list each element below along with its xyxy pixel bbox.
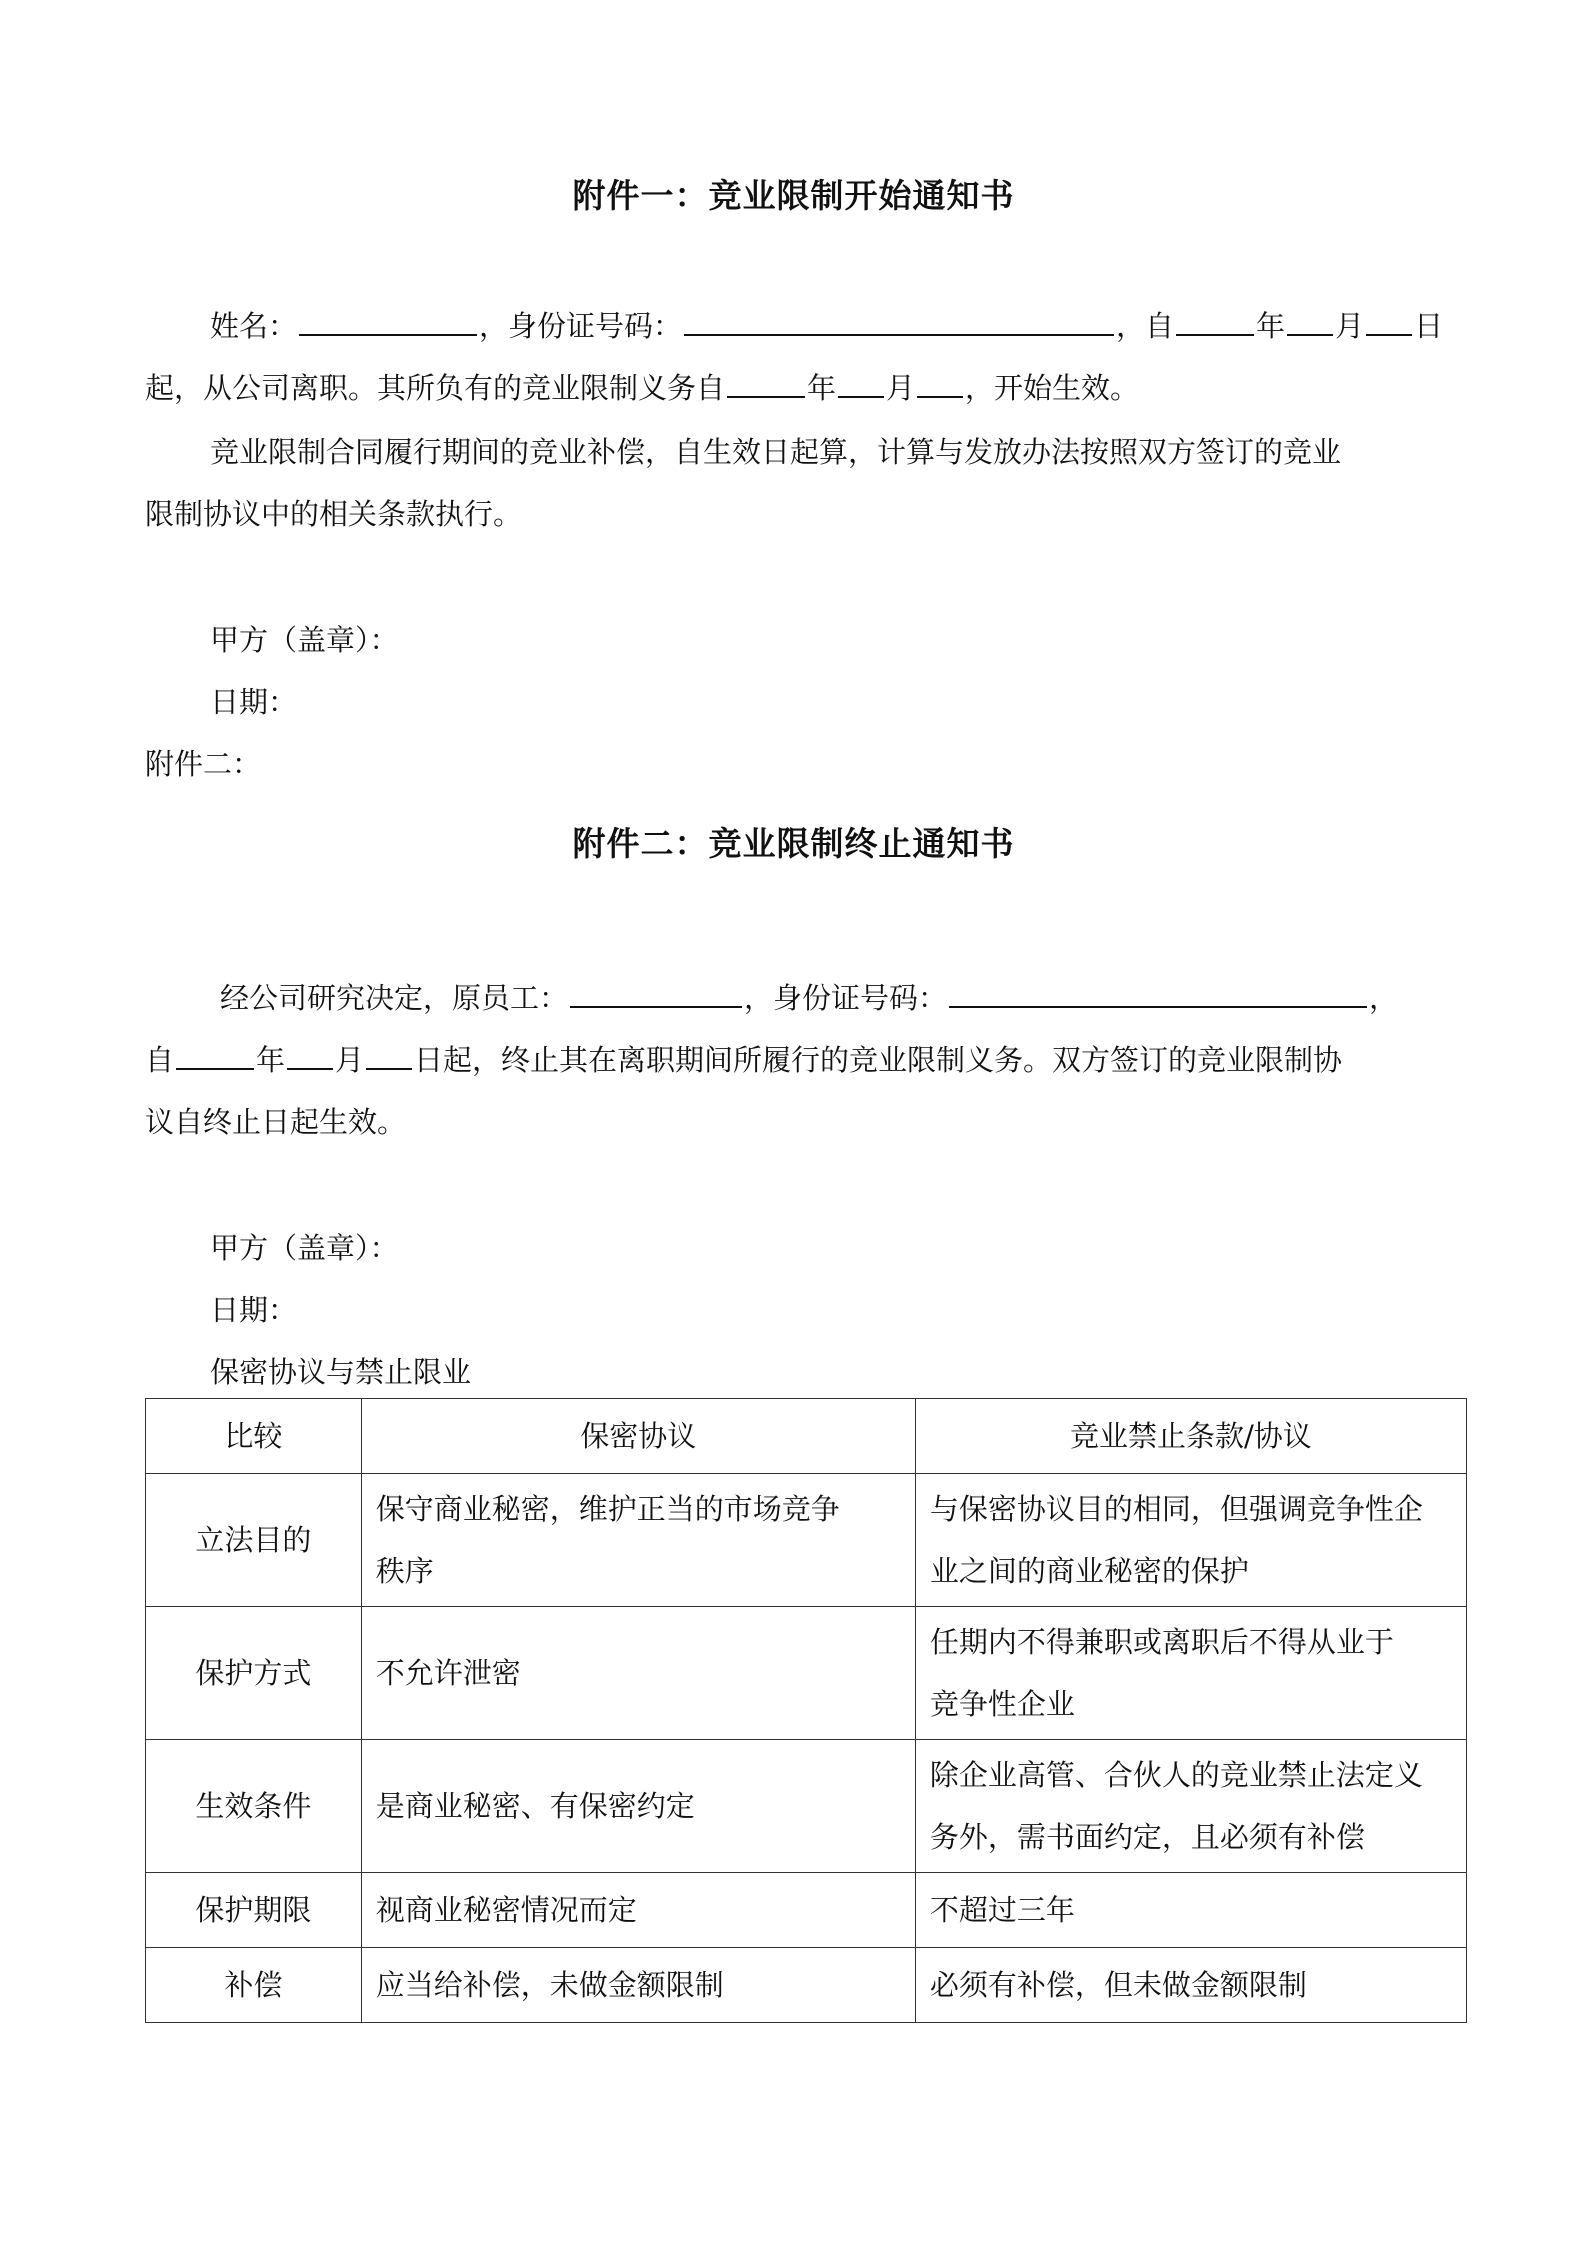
cell-line: 务外，需书面约定，且必须有补偿 bbox=[929, 1820, 1365, 1854]
month-label: 月 bbox=[335, 1043, 365, 1077]
year-label: 年 bbox=[1256, 309, 1286, 343]
annex2-line2 bbox=[145, 1040, 1342, 1080]
id-label: ，身份证号码： bbox=[744, 981, 948, 1015]
cell-line: 秩序 bbox=[375, 1554, 434, 1588]
annex1-line1 bbox=[210, 306, 1443, 346]
id-number-blank[interactable] bbox=[949, 978, 1367, 1008]
start-month-blank[interactable] bbox=[838, 368, 884, 398]
row-item: 生效条件 bbox=[146, 1740, 362, 1873]
nda-cell: 是商业秘密、有保密约定 bbox=[361, 1740, 915, 1873]
table-row bbox=[146, 1948, 1467, 2023]
start-year-blank[interactable] bbox=[727, 368, 805, 398]
month-label: 月 bbox=[886, 371, 916, 405]
noncompete-cell bbox=[915, 1607, 1466, 1740]
nda-cell: 应当给补偿，未做金额限制 bbox=[361, 1948, 915, 2023]
annex2-line3: 议自终止日起生效。 bbox=[145, 1105, 407, 1139]
name-label: 姓名： bbox=[210, 309, 298, 343]
annex1-party-a: 甲方（盖章）： bbox=[210, 623, 399, 657]
from-label: ，自 bbox=[1116, 309, 1175, 343]
name-blank[interactable] bbox=[299, 306, 477, 336]
annex2-line2-start: 自 bbox=[145, 1043, 175, 1077]
table-row bbox=[146, 1607, 1467, 1740]
end-day-blank[interactable] bbox=[366, 1040, 412, 1070]
annex2-date: 日期： bbox=[210, 1293, 298, 1327]
row-item: 补偿 bbox=[146, 1948, 362, 2023]
employee-name-blank[interactable] bbox=[570, 978, 742, 1008]
comparison-table bbox=[145, 1398, 1467, 2023]
end-year-blank[interactable] bbox=[176, 1040, 254, 1070]
cell-line: 除企业高管、合伙人的竞业禁止法定义 bbox=[929, 1758, 1423, 1792]
cell-line: 任期内不得兼职或离职后不得从业于 bbox=[929, 1625, 1394, 1659]
nda-cell bbox=[361, 1474, 915, 1607]
nda-cell: 视商业秘密情况而定 bbox=[361, 1873, 915, 1948]
cell-line: 业之间的商业秘密的保护 bbox=[929, 1554, 1249, 1588]
annex1-line2 bbox=[145, 368, 1139, 408]
noncompete-cell bbox=[915, 1474, 1466, 1607]
header-compare: 比较 bbox=[146, 1399, 362, 1474]
annex2-line1-end: ， bbox=[1369, 981, 1399, 1015]
header-noncompete: 竞业禁止条款/协议 bbox=[915, 1399, 1466, 1474]
annex1-title: 附件一：竞业限制开始通知书 bbox=[572, 176, 1015, 215]
annex1-line2-end: ，开始生效。 bbox=[965, 371, 1140, 405]
row-item: 保护期限 bbox=[146, 1873, 362, 1948]
nda-cell: 不允许泄密 bbox=[361, 1607, 915, 1740]
annex2-line1 bbox=[220, 978, 1398, 1018]
leave-day-blank[interactable] bbox=[1366, 306, 1412, 336]
leave-year-blank[interactable] bbox=[1176, 306, 1254, 336]
row-item: 保护方式 bbox=[146, 1607, 362, 1740]
noncompete-cell: 不超过三年 bbox=[915, 1873, 1466, 1948]
noncompete-cell bbox=[915, 1740, 1466, 1873]
start-day-blank[interactable] bbox=[917, 368, 963, 398]
annex2-party-a: 甲方（盖章）： bbox=[210, 1231, 399, 1265]
row-item: 立法目的 bbox=[146, 1474, 362, 1607]
table-header-row bbox=[146, 1399, 1467, 1474]
annex2-line2-end: 日起，终止其在离职期间所履行的竞业限制义务。双方签订的竞业限制协 bbox=[414, 1043, 1343, 1077]
month-label: 月 bbox=[1335, 309, 1365, 343]
annex1-date: 日期： bbox=[210, 685, 298, 719]
leave-month-blank[interactable] bbox=[1287, 306, 1333, 336]
table-caption: 保密协议与禁止限业 bbox=[210, 1355, 472, 1389]
annex1-para2-line2: 限制协议中的相关条款执行。 bbox=[145, 497, 523, 531]
annex2-label: 附件二： bbox=[145, 747, 262, 781]
day-label: 日 bbox=[1414, 309, 1444, 343]
annex2-title: 附件二：竞业限制终止通知书 bbox=[572, 824, 1015, 863]
year-label: 年 bbox=[256, 1043, 286, 1077]
table-row bbox=[146, 1474, 1467, 1607]
id-label: ，身份证号码： bbox=[479, 309, 683, 343]
noncompete-cell: 必须有补偿，但未做金额限制 bbox=[915, 1948, 1466, 2023]
annex1-line2-text: 起，从公司离职。其所负有的竞业限制义务自 bbox=[145, 371, 726, 405]
annex1-para2-line1: 竞业限制合同履行期间的竞业补偿，自生效日起算，计算与发放办法按照双方签订的竞业 bbox=[210, 435, 1342, 469]
cell-line: 保守商业秘密，维护正当的市场竞争 bbox=[375, 1492, 840, 1526]
id-number-blank[interactable] bbox=[684, 306, 1114, 336]
cell-line: 竞争性企业 bbox=[929, 1687, 1075, 1721]
header-nda: 保密协议 bbox=[361, 1399, 915, 1474]
table-row bbox=[146, 1740, 1467, 1873]
annex2-line1-text: 经公司研究决定，原员工： bbox=[220, 981, 569, 1015]
end-month-blank[interactable] bbox=[287, 1040, 333, 1070]
year-label: 年 bbox=[807, 371, 837, 405]
cell-line: 与保密协议目的相同，但强调竞争性企 bbox=[929, 1492, 1423, 1526]
table-row bbox=[146, 1873, 1467, 1948]
